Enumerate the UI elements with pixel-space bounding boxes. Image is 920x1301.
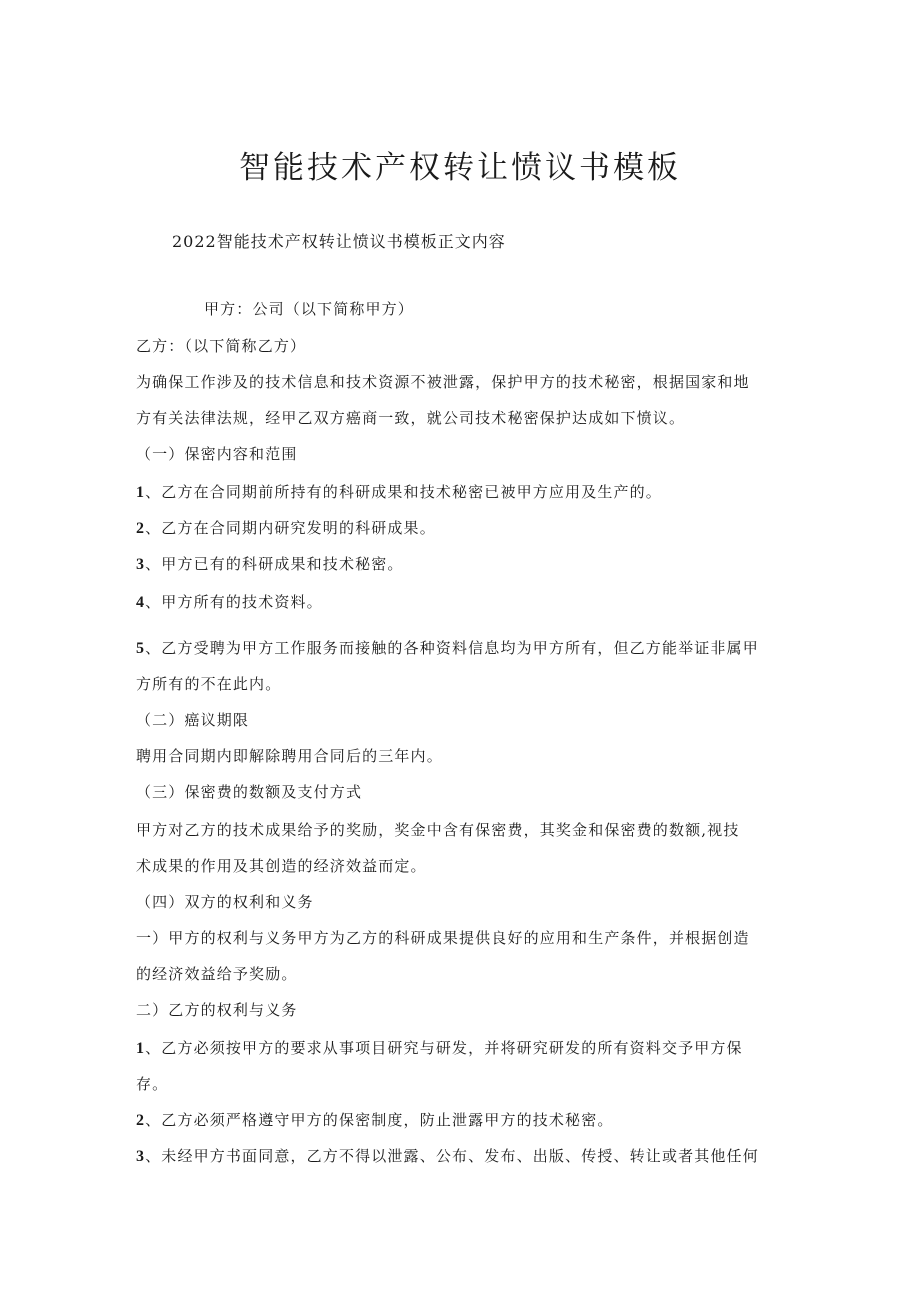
list-item-text: 、甲方所有的技术资料。: [145, 593, 323, 611]
paragraph-line: 方有关法律法规，经甲乙双方癌商一致，就公司技术秘密保护达成如下愤议。: [136, 409, 686, 427]
list-item-text: 、甲方已有的科研成果和技术秘密。: [145, 555, 404, 573]
list-number: 5: [136, 640, 146, 657]
list-item: [136, 1108, 614, 1133]
paragraph-line: 为确保工作涉及的技术信息和技术资源不被泄露，保护甲方的技术秘密，根据国家和地: [136, 373, 750, 391]
list-item: [136, 480, 662, 505]
list-item-text: 、乙方在合同期前所持有的科研成果和技术秘密已被甲方应用及生产的。: [145, 483, 662, 501]
paragraph-line: 方所有的不在此内。: [136, 675, 282, 693]
list-number: 3: [136, 1148, 146, 1165]
section-heading: （四）双方的权利和义务: [136, 893, 314, 911]
list-item: [136, 516, 436, 541]
section-heading: （二）癌议期限: [136, 711, 250, 729]
list-number: 2: [136, 1112, 146, 1129]
paragraph-line: 甲方对乙方的技术成果给予的奖励，奖金中含有保密费，其奖金和保密费的数额,视技: [136, 821, 740, 839]
section-heading: （一）保密内容和范围: [136, 445, 298, 463]
list-number: 1: [136, 1040, 146, 1057]
paragraph-line: 聘用合同期内即解除聘用合同后的三年内。: [136, 747, 443, 765]
paragraph-line: 二）乙方的权利与义务: [136, 1001, 298, 1019]
list-item-text: 、乙方必须按甲方的要求从事项目研究与研发，并将研究研发的所有资料交予甲方保: [145, 1039, 743, 1057]
paragraph-line: 一）甲方的权利与义务甲方为乙方的科研成果提供良好的应用和生产条件，并根据创造: [136, 929, 750, 947]
list-number: 1: [136, 484, 146, 501]
list-item-text: 、乙方在合同期内研究发明的科研成果。: [145, 519, 436, 537]
list-item: [136, 1036, 743, 1061]
list-item: [136, 636, 759, 661]
list-item: [136, 552, 404, 577]
list-item-text: 、乙方受聘为甲方工作服务而接触的各种资料信息均为甲方所有，但乙方能举证非属甲: [145, 639, 759, 657]
paragraph-line: 的经济效益给予奖励。: [136, 965, 298, 983]
list-item-text: 、未经甲方书面同意，乙方不得以泄露、公布、发布、出版、传授、转让或者其他任何: [145, 1147, 759, 1165]
document-title: 智能技术产权转让愤议书模板: [239, 150, 681, 186]
list-item: [136, 590, 323, 615]
list-item: [136, 1144, 759, 1169]
section-heading: （三）保密费的数额及支付方式: [136, 783, 363, 801]
party-b-line: 乙方：（以下简称乙方）: [136, 337, 307, 355]
list-item-text: 、乙方必须严格遵守甲方的保密制度，防止泄露甲方的技术秘密。: [145, 1111, 614, 1129]
list-number: 3: [136, 556, 146, 573]
paragraph-line: 存。: [136, 1075, 169, 1093]
paragraph-line: 术成果的作用及其创造的经济效益而定。: [136, 857, 427, 875]
list-number: 4: [136, 594, 146, 611]
document-subtitle: 2022智能技术产权转让愤议书模板正文内容: [172, 232, 506, 251]
party-a-line: 甲方：公司（以下简称甲方）: [204, 300, 414, 318]
list-number: 2: [136, 520, 146, 537]
